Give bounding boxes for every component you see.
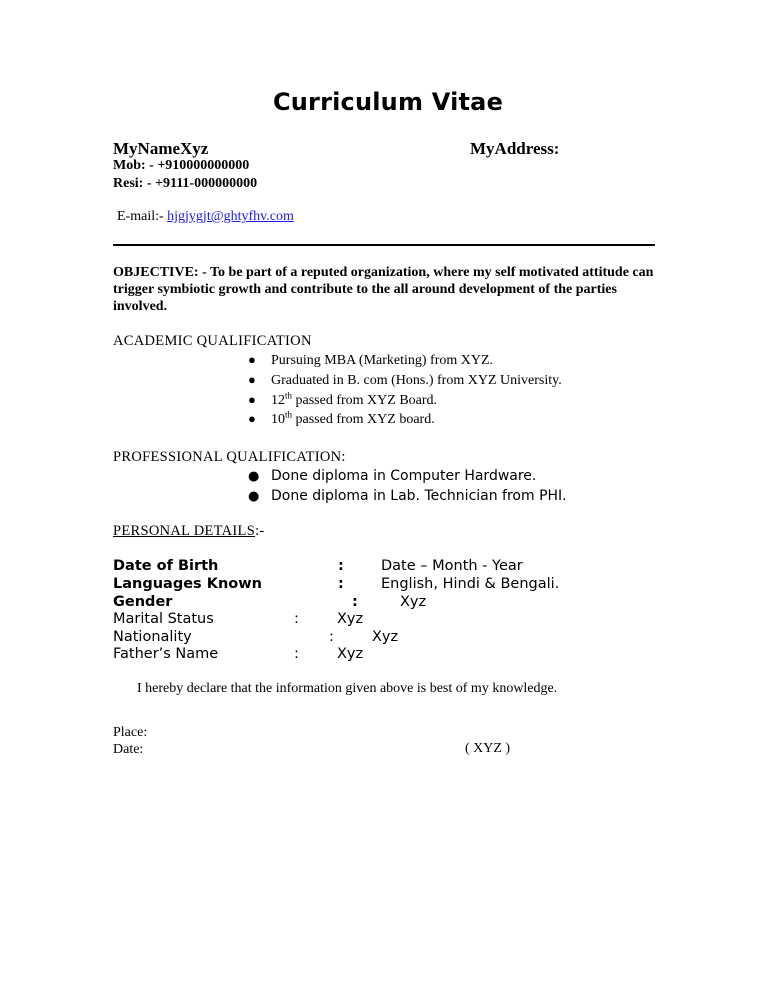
marital-status-colon: : xyxy=(294,611,299,627)
bullet-icon: ● xyxy=(248,489,260,504)
page-title: Curriculum Vitae xyxy=(272,88,504,116)
bullet-icon: ● xyxy=(248,352,256,367)
email-link[interactable]: hjgjygjt@ghtyfhv.com xyxy=(167,209,294,224)
fathers-name-label: Father’s Name xyxy=(113,646,219,662)
nationality-colon: : xyxy=(329,629,334,645)
dob-value: Date – Month - Year xyxy=(381,558,523,574)
gender-colon: : xyxy=(352,594,358,610)
applicant-name: MyNameXyz xyxy=(113,139,209,158)
place-label: Place: xyxy=(113,725,148,740)
list-item: ● Done diploma in Computer Hardware. xyxy=(248,468,537,484)
fathers-name-colon: : xyxy=(294,646,299,662)
list-item: ● Pursuing MBA (Marketing) from XYZ. xyxy=(248,352,494,368)
languages-label: Languages Known xyxy=(113,576,262,592)
email-label: E-mail:- xyxy=(117,209,168,224)
objective-text: OBJECTIVE: - To be part of a reputed organization, where my self motivated attitude can trigger symbiotic growth and contribute to the all around development of the parties involved. xyxy=(113,265,654,314)
email-line xyxy=(117,209,294,225)
address-label: MyAddress: xyxy=(470,139,560,158)
signature-name: ( XYZ ) xyxy=(465,741,511,756)
list-item: ● 10th passed from XYZ board. xyxy=(248,409,435,427)
gender-value: Xyz xyxy=(400,594,427,610)
date-label: Date: xyxy=(113,742,144,757)
nationality-label: Nationality xyxy=(113,629,192,645)
professional-heading: PROFESSIONAL QUALIFICATION: xyxy=(113,449,346,465)
bullet-icon: ● xyxy=(248,372,256,387)
list-item: ● 12th passed from XYZ Board. xyxy=(248,390,438,408)
personal-heading: PERSONAL DETAILS:- xyxy=(113,523,265,539)
gender-label: Gender xyxy=(113,594,173,610)
marital-status-label: Marital Status xyxy=(113,611,214,627)
nationality-value: Xyz xyxy=(372,629,399,645)
list-item: ● Done diploma in Lab. Technician from PHI. xyxy=(248,488,567,504)
dob-label: Date of Birth xyxy=(113,558,219,574)
marital-status-value: Xyz xyxy=(337,611,364,627)
fathers-name-value: Xyz xyxy=(337,646,364,662)
bullet-icon: ● xyxy=(248,411,256,426)
bullet-icon: ● xyxy=(248,392,256,407)
residence-number: Resi: - +9111-000000000 xyxy=(113,176,258,191)
languages-value: English, Hindi & Bengali. xyxy=(381,576,560,592)
bullet-icon: ● xyxy=(248,469,260,484)
languages-colon: : xyxy=(338,576,344,592)
academic-heading: ACADEMIC QUALIFICATION xyxy=(113,333,312,349)
header-divider xyxy=(113,244,655,246)
dob-colon: : xyxy=(338,558,344,574)
list-item: ● Graduated in B. com (Hons.) from XYZ University. xyxy=(248,372,562,388)
declaration-text: I hereby declare that the information given above is best of my knowledge. xyxy=(137,681,558,696)
mobile-number: Mob: - +910000000000 xyxy=(113,158,250,173)
